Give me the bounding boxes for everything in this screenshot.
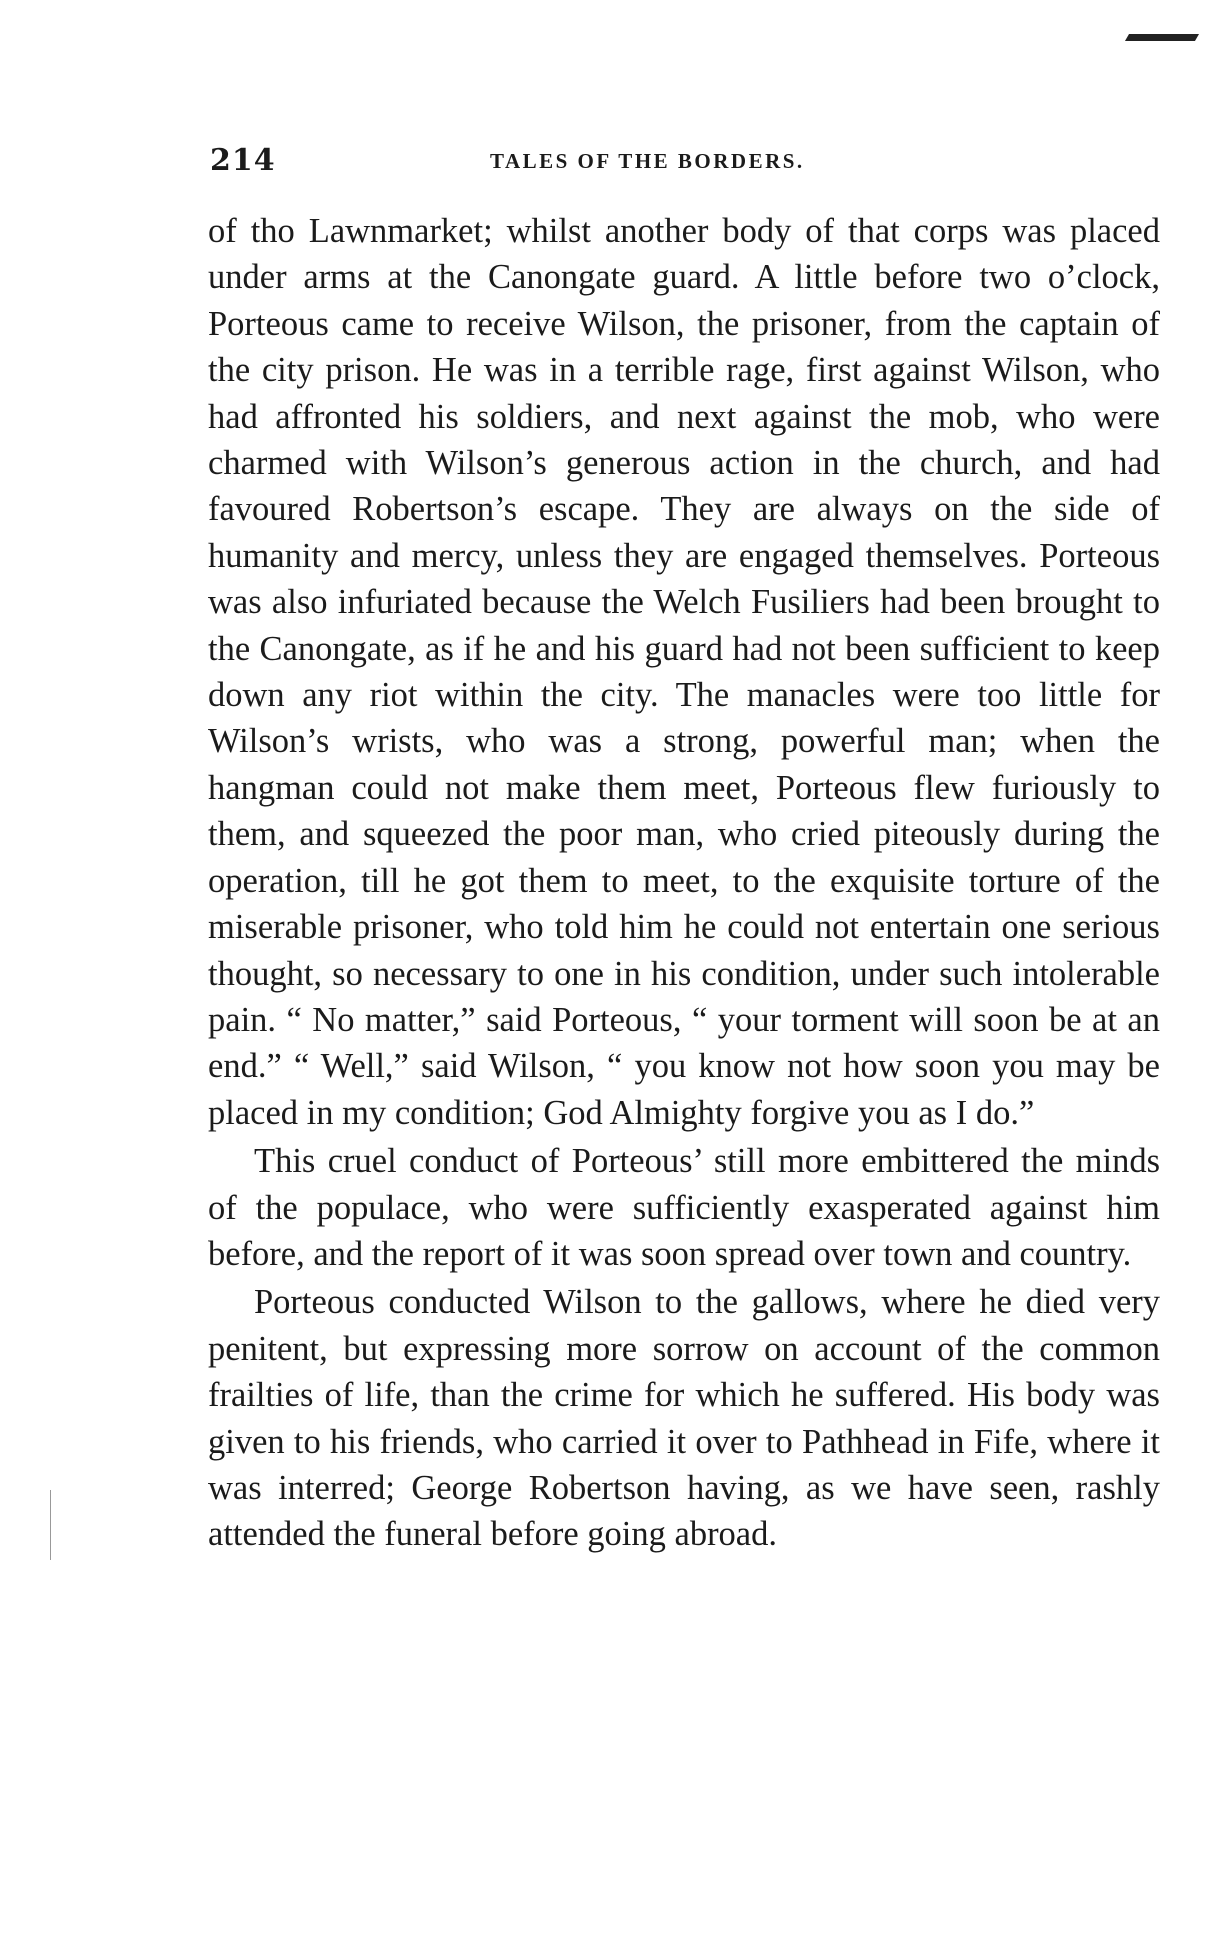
- page-number: 214: [210, 143, 276, 178]
- paragraph: This cruel conduct of Porteous’ still more embittered the minds of the populace, who were sufficiently exasperated against him before, and the report of it was soon spread over town and country.: [208, 1142, 1160, 1273]
- body-text: [208, 208, 1160, 1558]
- page-header: [210, 143, 1160, 183]
- margin-blemish: [50, 1490, 54, 1560]
- running-head: TALES OF THE BORDERS.: [490, 149, 805, 173]
- paragraph: of tho Lawnmarket; whilst another body of that corps was placed under arms at the Canongate guard. A little before two o’clock, Porteous came to receive Wilson, the prisoner, from the captain of the city prison. He was in a terrible rage, first against Wilson, who had affronted his soldiers, and next against the mob, who were charmed with Wilson’s generous action in the church, and had favoured Robertson’s escape. They are always on the side of humanity and mercy, unless they are engaged themselves. Porteous was also infuriated because the Welch Fusiliers had been brought to the Canongate, as if he and his guard had not been sufficient to keep down any riot within the city. The manacles were too little for Wilson’s wrists, who was a strong, powerful man; when the hangman could not make them meet, Porteous flew furiously to them, and squeezed the poor man, who cried piteously during the operation, till he got them to meet, to the exquisite torture of the miserable prisoner, who told him he could not entertain one serious thought, so necessary to one in his condition, under such intolerable pain. “ No matter,” said Porteous, “ your torment will soon be at an end.” “ Well,” said Wilson, “ you know not how soon you may be placed in my condition; God Almighty forgive you as I do.”: [208, 212, 1160, 1132]
- printer-mark: [1125, 34, 1199, 41]
- paragraph: Porteous conducted Wilson to the gallows, where he died very penitent, but expressing more sorrow on account of the common frailties of life, than the crime for which he suffered. His body was given to his friends, who carried it over to Pathhead in Fife, where it was interred; George Robertson having, as we have seen, rashly attended the funeral before going abroad.: [208, 1283, 1160, 1554]
